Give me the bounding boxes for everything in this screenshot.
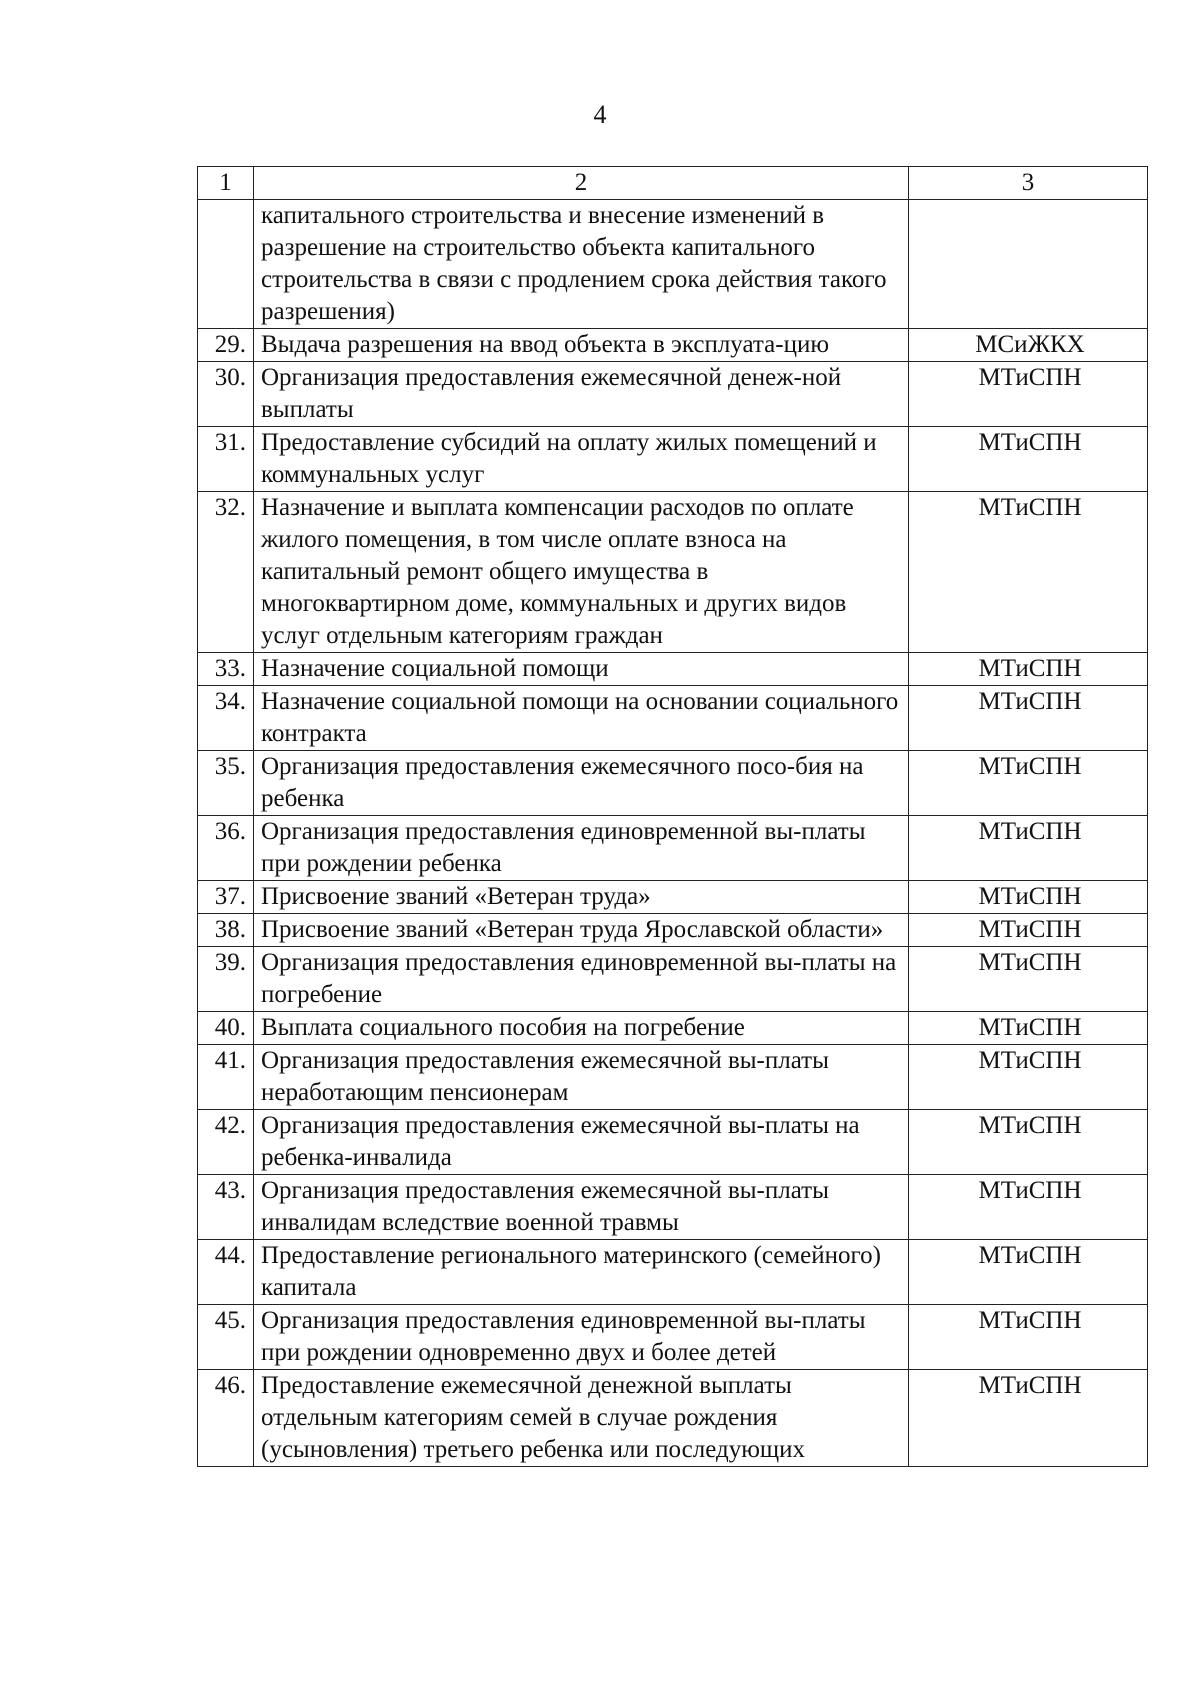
row-organization: МТиСПН	[909, 1045, 1148, 1110]
table-row	[198, 914, 1148, 947]
row-description: Организация предоставления единовременной вы-платы при рождении одновременно двух и более детей	[254, 1305, 909, 1370]
table-row	[198, 1175, 1148, 1240]
row-description: Организация предоставления ежемесячной вы-платы неработающим пенсионерам	[254, 1045, 909, 1110]
header-col-1: 1	[198, 167, 254, 200]
row-organization: МТиСПН	[909, 362, 1148, 427]
row-number: 44.	[198, 1240, 254, 1305]
row-organization: МТиСПН	[909, 1305, 1148, 1370]
row-description: Организация предоставления ежемесячного посо-бия на ребенка	[254, 751, 909, 816]
row-organization: МТиСПН	[909, 1110, 1148, 1175]
row-description: Организация предоставления ежемесячной денеж-ной выплаты	[254, 362, 909, 427]
table-row	[198, 751, 1148, 816]
row-number: 36.	[198, 816, 254, 881]
row-number: 43.	[198, 1175, 254, 1240]
table-row	[198, 947, 1148, 1012]
row-description: Организация предоставления единовременной вы-платы при рождении ребенка	[254, 816, 909, 881]
row-number: 34.	[198, 686, 254, 751]
row-description: Выплата социального пособия на погребение	[254, 1012, 909, 1045]
row-organization: МТиСПН	[909, 427, 1148, 492]
row-number: 30.	[198, 362, 254, 427]
row-description: Выдача разрешения на ввод объекта в эксплуата-цию	[254, 329, 909, 362]
row-number: 32.	[198, 492, 254, 653]
table-row	[198, 492, 1148, 653]
table-row	[198, 653, 1148, 686]
row-description: Предоставление субсидий на оплату жилых помещений и коммунальных услуг	[254, 427, 909, 492]
row-number: 39.	[198, 947, 254, 1012]
table-row	[198, 1305, 1148, 1370]
row-organization: МТиСПН	[909, 816, 1148, 881]
row-description: Назначение социальной помощи на основании социального контракта	[254, 686, 909, 751]
row-number: 41.	[198, 1045, 254, 1110]
table-row	[198, 1110, 1148, 1175]
row-description: Предоставление ежемесячной денежной выплаты отдельным категориям семей в случае рождения (усыновления) третьего ребенка или последующих	[254, 1370, 909, 1467]
row-description: Организация предоставления ежемесячной вы-платы на ребенка-инвалида	[254, 1110, 909, 1175]
table-header-row	[198, 167, 1148, 200]
row-number: 33.	[198, 653, 254, 686]
row-organization: МТиСПН	[909, 947, 1148, 1012]
page-number: 4	[593, 100, 607, 129]
row-organization: МТиСПН	[909, 914, 1148, 947]
table-row	[198, 881, 1148, 914]
row-description: Организация предоставления ежемесячной вы-платы инвалидам вследствие военной травмы	[254, 1175, 909, 1240]
row-number: 29.	[198, 329, 254, 362]
row-organization: МТиСПН	[909, 653, 1148, 686]
row-organization	[909, 200, 1148, 329]
row-description: капитального строительства и внесение изменений в разрешение на строительство объекта капитального строительства в связи с продлением срока действия такого разрешения)	[254, 200, 909, 329]
row-description: Присвоение званий «Ветеран труда»	[254, 881, 909, 914]
row-description: Предоставление регионального материнского (семейного) капитала	[254, 1240, 909, 1305]
table-row	[198, 362, 1148, 427]
row-number: 38.	[198, 914, 254, 947]
row-number: 45.	[198, 1305, 254, 1370]
row-description: Организация предоставления единовременной вы-платы на погребение	[254, 947, 909, 1012]
services-table	[197, 166, 1148, 1467]
table-row	[198, 329, 1148, 362]
table-row	[198, 427, 1148, 492]
row-description: Присвоение званий «Ветеран труда Ярославской области»	[254, 914, 909, 947]
header-col-2: 2	[254, 167, 909, 200]
row-organization: МТиСПН	[909, 751, 1148, 816]
row-organization: МТиСПН	[909, 1370, 1148, 1467]
row-organization: МТиСПН	[909, 881, 1148, 914]
row-organization: МТиСПН	[909, 492, 1148, 653]
table-row	[198, 1370, 1148, 1467]
row-organization: МТиСПН	[909, 1240, 1148, 1305]
header-col-3: 3	[909, 167, 1148, 200]
row-organization: МТиСПН	[909, 1012, 1148, 1045]
table-row	[198, 816, 1148, 881]
row-number: 37.	[198, 881, 254, 914]
row-number: 40.	[198, 1012, 254, 1045]
table-row	[198, 686, 1148, 751]
row-number	[198, 200, 254, 329]
row-organization: МСиЖКХ	[909, 329, 1148, 362]
row-number: 46.	[198, 1370, 254, 1467]
row-number: 35.	[198, 751, 254, 816]
row-organization: МТиСПН	[909, 686, 1148, 751]
table-row	[198, 200, 1148, 329]
row-number: 31.	[198, 427, 254, 492]
row-organization: МТиСПН	[909, 1175, 1148, 1240]
table-row	[198, 1045, 1148, 1110]
table-row	[198, 1240, 1148, 1305]
table-row	[198, 1012, 1148, 1045]
row-number: 42.	[198, 1110, 254, 1175]
row-description: Назначение и выплата компенсации расходов по оплате жилого помещения, в том числе оплате взноса на капитальный ремонт общего имущества в многоквартирном доме, коммунальных и других видов услуг отдельным категориям граждан	[254, 492, 909, 653]
row-description: Назначение социальной помощи	[254, 653, 909, 686]
